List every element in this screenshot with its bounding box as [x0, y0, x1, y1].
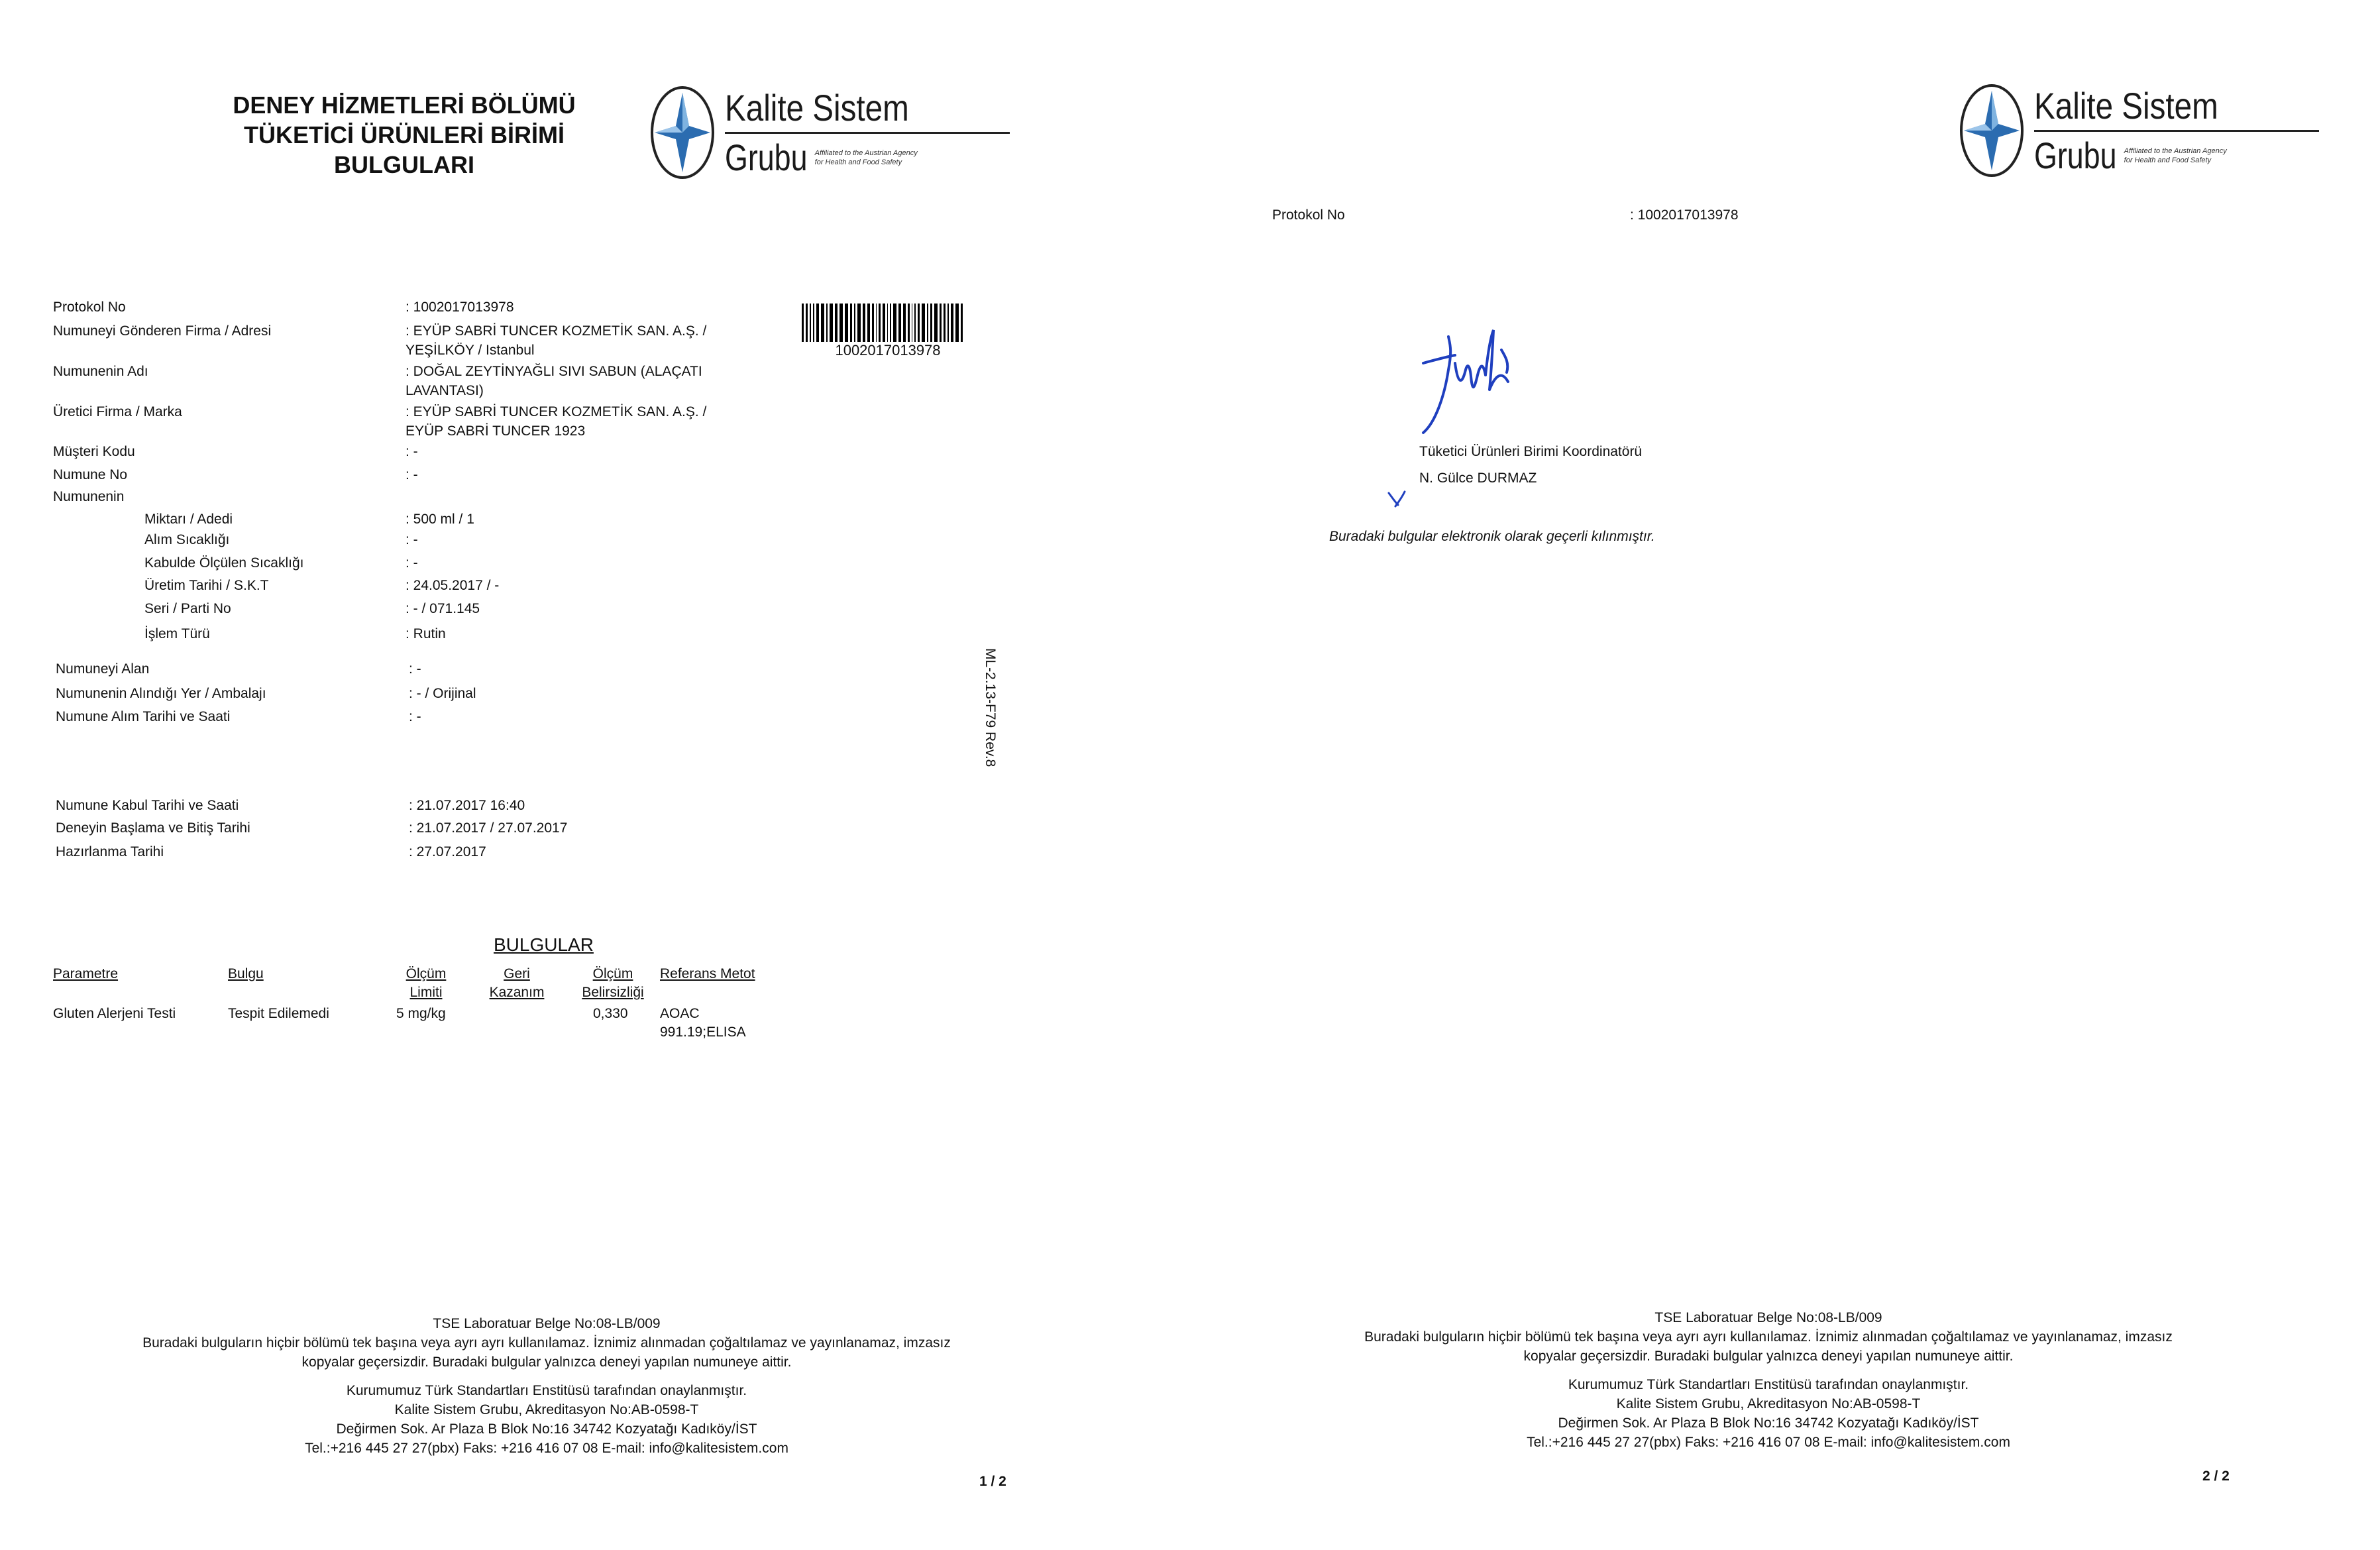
barcode-bar [893, 304, 896, 342]
td-parametre: Gluten Alerjeni Testi [53, 1006, 176, 1021]
barcode-bar [883, 304, 885, 342]
footer-line-5: Kalite Sistem Grubu, Akreditasyon No:AB-0598-T [1616, 1396, 1921, 1412]
barcode-bar [816, 304, 820, 342]
barcode-bar [806, 304, 808, 342]
barcode-bar [826, 304, 828, 342]
barcode-bar [940, 304, 942, 342]
logo-line-1: Kalite Sistem [2034, 84, 2218, 127]
barcode-bar [854, 304, 855, 342]
report-title [199, 90, 610, 180]
th-referans: Referans Metot [660, 966, 755, 981]
numune-adi-label: Numunenin Adı [53, 364, 148, 379]
barcode-bar [934, 304, 938, 342]
barcode-bar [835, 304, 838, 342]
td-referans-1: AOAC [660, 1006, 700, 1021]
barcode-bars [802, 304, 974, 342]
alim-sicakligi-label: Alım Sıcaklığı [144, 532, 230, 547]
protokol-no-label: Protokol No [53, 300, 126, 315]
company-logo [649, 85, 1010, 180]
protokol-no-value: : 1002017013978 [406, 300, 514, 315]
th-geri-kazanim-1: Geri [504, 966, 530, 981]
hazirlanma-label: Hazırlanma Tarihi [56, 844, 164, 859]
seri-value: : - / 071.145 [406, 601, 480, 616]
logo-line-1: Kalite Sistem [725, 86, 909, 129]
td-bulgu: Tespit Edilemedi [228, 1006, 329, 1021]
barcode-bar [810, 304, 811, 342]
barcode-bar [912, 304, 913, 342]
numune-adi-value-1: : DOĞAL ZEYTİNYAĞLI SIVI SABUN (ALAÇATI [406, 364, 702, 379]
barcode-bar [947, 304, 949, 342]
title-line-1: DENEY HİZMETLERİ BÖLÜMÜ [233, 91, 576, 119]
barcode-bar [944, 304, 946, 342]
barcode-bar [813, 304, 814, 342]
logo-tagline-2: for Health and Food Safety [2124, 156, 2212, 164]
title-line-3: BULGULARI [334, 151, 474, 178]
electronic-validity-note: Buradaki bulgular elektronik olarak geçerli kılınmıştır. [1329, 529, 1655, 544]
barcode-bar [955, 304, 959, 342]
barcode-number: 1002017013978 [835, 342, 941, 359]
barcode-bar [830, 304, 833, 342]
page-2 [1190, 0, 2380, 1550]
uretim-label: Üretim Tarihi / S.K.T [144, 578, 269, 593]
td-referans-2: 991.19;ELISA [660, 1024, 746, 1040]
logo-tagline-1: Affiliated to the Austrian Agency [2124, 146, 2227, 155]
logo-tagline-1: Affiliated to the Austrian Agency [814, 148, 918, 157]
deney-tarihi-label: Deneyin Başlama ve Bitiş Tarihi [56, 820, 250, 836]
firma-label: Numuneyi Gönderen Firma / Adresi [53, 323, 272, 339]
footer-line-2: Buradaki bulguların hiçbir bölümü tek başına veya ayrı ayrı kullanılamaz. İznimiz alınmadan çoğaltılamaz ve yayınlanamaz, imzasız [1364, 1329, 2173, 1345]
numune-no-label: Numune No [53, 467, 128, 482]
footer-line-2: Buradaki bulguların hiçbir bölümü tek başına veya ayrı ayrı kullanılamaz. İznimiz alınmadan çoğaltılamaz ve yayınlanamaz, imzasız [142, 1335, 951, 1351]
uretici-value-2: EYÜP SABRİ TUNCER 1923 [406, 423, 586, 439]
barcode-bar [879, 304, 881, 342]
miktar-value: : 500 ml / 1 [406, 512, 474, 527]
barcode-bar [951, 304, 954, 342]
page-number-1: 1 / 2 [979, 1474, 1006, 1489]
barcode-bar [914, 304, 916, 342]
footer-line-1: TSE Laboratuar Belge No:08-LB/009 [1654, 1310, 1882, 1325]
th-geri-kazanim-2: Kazanım [489, 985, 545, 1000]
findings-title: BULGULAR [494, 934, 594, 955]
alim-tarihi-label: Numune Alım Tarihi ve Saati [56, 709, 231, 724]
barcode-bar [863, 304, 866, 342]
td-referans [660, 1005, 746, 1042]
th-geri-kazanim [484, 965, 550, 1002]
islem-label: İşlem Türü [144, 626, 210, 641]
barcode-bar [845, 304, 848, 342]
alim-sicakligi-value: : - [406, 532, 418, 547]
th-belirsizlik-1: Ölçüm [592, 966, 633, 981]
barcode-bar [930, 304, 932, 342]
logo-tagline-2: for Health and Food Safety [814, 158, 902, 166]
barcode-bar [802, 304, 804, 342]
footer-line-6: Değirmen Sok. Ar Plaza B Blok No:16 34742 Kozyatağı Kadıköy/İST [1558, 1415, 1979, 1431]
kabul-tarihi-value: : 21.07.2017 16:40 [409, 798, 525, 813]
th-olcum-limiti-2: Limiti [409, 985, 443, 1000]
deney-tarihi-value: : 21.07.2017 / 27.07.2017 [409, 820, 568, 836]
td-limit: 5 mg/kg [396, 1006, 446, 1021]
signer-name: N. Gülce DURMAZ [1419, 471, 1537, 486]
alim-tarihi-value: : - [409, 709, 421, 724]
title-line-2: TÜKETİCİ ÜRÜNLERİ BİRİMİ [244, 121, 565, 148]
th-belirsizlik [576, 965, 649, 1002]
barcode-bar [890, 304, 891, 342]
company-logo-2 [1959, 83, 2319, 178]
logo-line-2: Grubu [2034, 134, 2117, 176]
footer-line-4: Kurumumuz Türk Standartları Enstitüsü tarafından onaylanmıştır. [1568, 1377, 1969, 1392]
barcode [802, 304, 974, 359]
th-parametre: Parametre [53, 966, 119, 981]
firma-value-1: : EYÜP SABRİ TUNCER KOZMETİK SAN. A.Ş. / [406, 323, 707, 339]
td-belirsizlik: 0,330 [593, 1006, 628, 1021]
footer-line-4: Kurumumuz Türk Standartları Enstitüsü tarafından onaylanmıştır. [346, 1383, 747, 1398]
alan-value: : - [409, 661, 421, 677]
kabulde-label: Kabulde Ölçülen Sıcaklığı [144, 555, 304, 571]
initial-mark [1386, 489, 1410, 509]
footer-2 [1308, 1308, 2229, 1452]
barcode-bar [903, 304, 905, 342]
barcode-bar [839, 304, 843, 342]
barcode-bar [887, 304, 889, 342]
uretici-value-1: : EYÜP SABRİ TUNCER KOZMETİK SAN. A.Ş. / [406, 404, 707, 419]
alindigi-value: : - / Orijinal [409, 686, 476, 701]
hazirlanma-value: : 27.07.2017 [409, 844, 486, 859]
logo-line-2: Grubu [725, 136, 808, 178]
islem-value: : Rutin [406, 626, 446, 641]
uretici-label: Üretici Firma / Marka [53, 404, 182, 419]
kabul-tarihi-label: Numune Kabul Tarihi ve Saati [56, 798, 239, 813]
musteri-kodu-label: Müşteri Kodu [53, 444, 135, 459]
firma-value-2: YEŞİLKÖY / Istanbul [406, 343, 535, 358]
th-olcum-limiti [396, 965, 456, 1002]
footer-line-3: kopyalar geçersizdir. Buradaki bulgular yalnızca deneyi yapılan numuneye aittir. [301, 1355, 792, 1370]
barcode-bar [876, 304, 877, 342]
footer-line-7: Tel.:+216 445 27 27(pbx) Faks: +216 416 07 08 E-mail: info@kalitesistem.com [1527, 1435, 2010, 1450]
barcode-bar [908, 304, 910, 342]
alan-label: Numuneyi Alan [56, 661, 150, 677]
th-olcum-limiti-1: Ölçüm [406, 966, 447, 981]
barcode-bar [898, 304, 902, 342]
barcode-bar [961, 304, 963, 342]
form-code: ML-2.13-F79 Rev.8 [983, 648, 998, 767]
barcode-bar [922, 304, 925, 342]
footer-line-7: Tel.:+216 445 27 27(pbx) Faks: +216 416 07 08 E-mail: info@kalitesistem.com [305, 1441, 788, 1456]
uretim-value: : 24.05.2017 / - [406, 578, 500, 593]
footer-line-6: Değirmen Sok. Ar Plaza B Blok No:16 34742 Kozyatağı Kadıköy/İST [336, 1421, 757, 1437]
musteri-kodu-value: : - [406, 444, 418, 459]
signer-title: Tüketici Ürünleri Birimi Koordinatörü [1419, 444, 1643, 459]
barcode-bar [872, 304, 874, 342]
footer-line-5: Kalite Sistem Grubu, Akreditasyon No:AB-0598-T [394, 1402, 699, 1417]
numunenin-label: Numunenin [53, 489, 125, 504]
kabulde-value: : - [406, 555, 418, 571]
numune-adi-value-2: LAVANTASI) [406, 383, 484, 398]
th-belirsizlik-2: Belirsizliği [582, 985, 644, 1000]
barcode-bar [927, 304, 928, 342]
barcode-bar [850, 304, 852, 342]
signature [1409, 323, 1541, 443]
seri-label: Seri / Parti No [144, 601, 231, 616]
star-logo-icon [649, 85, 716, 180]
page-number-2: 2 / 2 [2202, 1468, 2230, 1484]
footer-line-3: kopyalar geçersizdir. Buradaki bulgular yalnızca deneyi yapılan numuneye aittir. [1523, 1349, 2014, 1364]
protokol-no-value-2: : 1002017013978 [1630, 207, 1739, 223]
alindigi-label: Numunenin Alındığı Yer / Ambalajı [56, 686, 266, 701]
miktar-label: Miktarı / Adedi [144, 512, 233, 527]
barcode-bar [821, 304, 824, 342]
barcode-bar [857, 304, 861, 342]
numune-no-value: : - [406, 467, 418, 482]
footer [86, 1314, 1007, 1458]
barcode-bar [867, 304, 869, 342]
th-bulgu: Bulgu [228, 966, 264, 981]
star-logo-icon [1959, 83, 2025, 178]
protokol-no-label-2: Protokol No [1272, 207, 1345, 223]
footer-line-1: TSE Laboratuar Belge No:08-LB/009 [433, 1316, 661, 1331]
barcode-bar [918, 304, 920, 342]
